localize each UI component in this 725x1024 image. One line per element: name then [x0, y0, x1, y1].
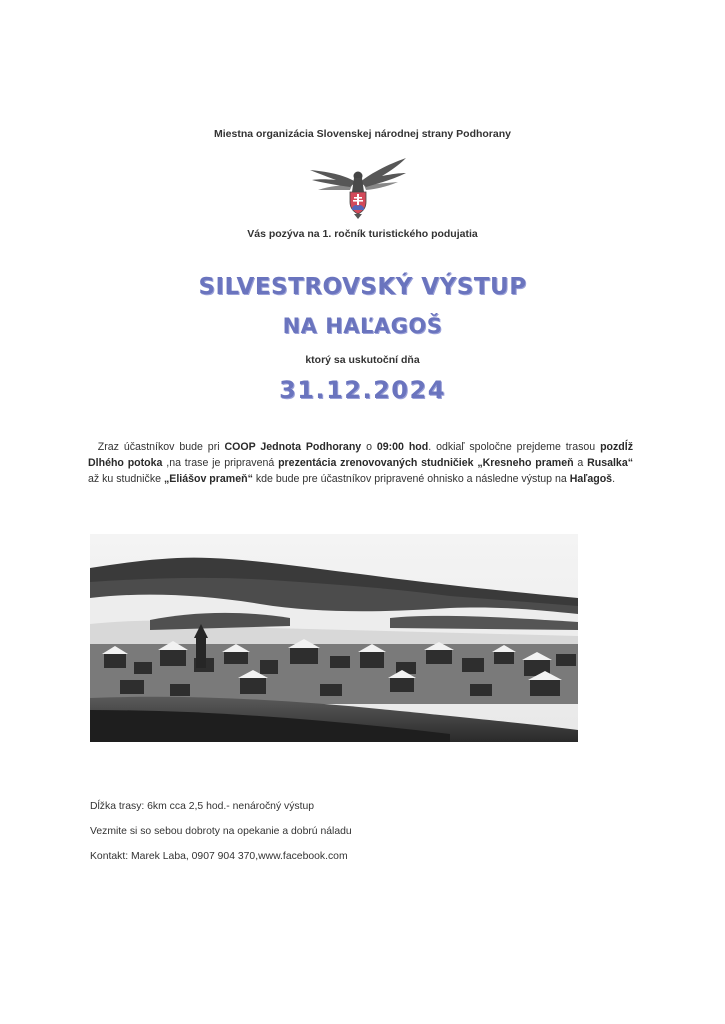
event-description [88, 439, 633, 487]
description-text: . [612, 473, 616, 485]
eagle-emblem-icon [306, 152, 410, 220]
event-subtitle: ktorý sa uskutoční dňa [305, 354, 420, 366]
description-bold-text: „Eliášov prameň“ [163, 473, 253, 485]
landscape-photo [90, 534, 578, 742]
description-bold-text: Haľagoš [569, 473, 613, 485]
description-bold-text: Rusalka“ [587, 457, 634, 469]
contact-info: Kontakt: Marek Laba, 0907 904 370,www.facebook.com [90, 851, 348, 862]
event-title-line1: SILVESTROVSKÝ VÝSTUP [198, 274, 527, 300]
description-text: o [361, 441, 377, 453]
route-length: Dĺžka trasy: 6km cca 2,5 hod.- nenáročný výstup [90, 801, 315, 812]
event-title-line2: NA HAĽAGOŠ [282, 314, 443, 338]
description-bold-text: prezentácia zrenovovaných studničiek „Kresneho prameň [278, 457, 574, 469]
description-text: ,na trase je pripravená [162, 457, 279, 469]
organization-name: Miestna organizácia Slovenskej národnej strany Podhorany [213, 128, 511, 140]
bring-note: Vezmite si so sebou dobroty na opekanie a dobrú náladu [90, 826, 352, 837]
description-bold-text: COOP Jednota Podhorany [224, 441, 362, 453]
invitation-text: Vás pozýva na 1. ročník turistického podujatia [247, 228, 478, 240]
event-date: 31.12.2024 [279, 376, 446, 404]
description-bold-text: 09:00 hod [376, 441, 429, 453]
description-text: Zraz účastníkov bude pri [97, 441, 225, 453]
description-text: kde bude pre účastníkov pripravené ohnisko a následne výstup na [252, 473, 570, 485]
description-text: . odkiaľ spoločne prejdeme trasou [428, 441, 601, 453]
description-bold-text: pozdĺž Dlhého potoka [88, 441, 634, 469]
description-text: a [573, 457, 588, 469]
description-text: až ku studničke [88, 473, 164, 485]
